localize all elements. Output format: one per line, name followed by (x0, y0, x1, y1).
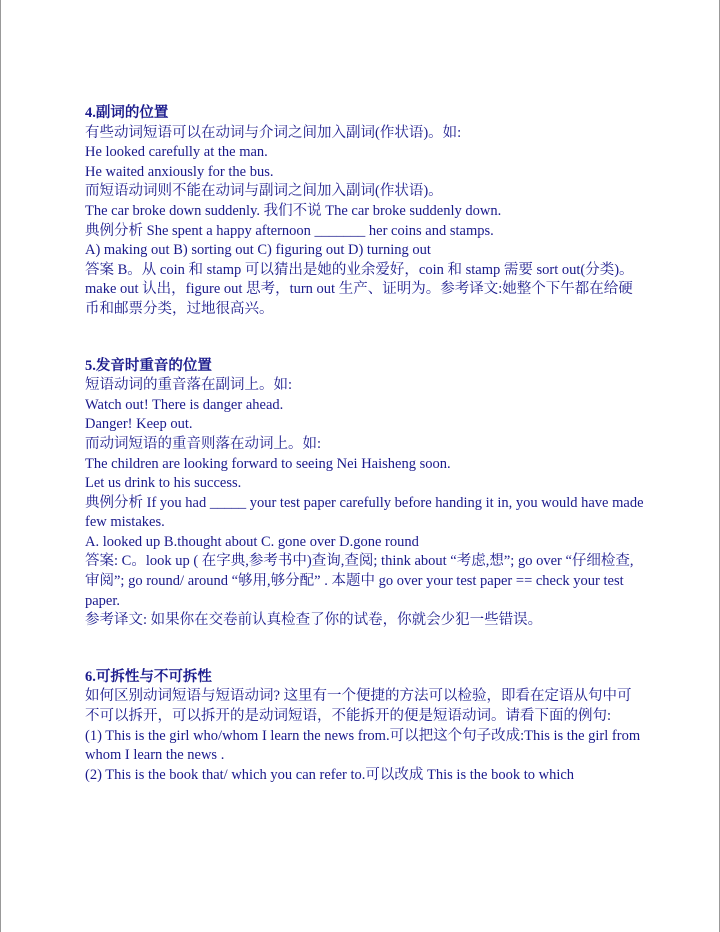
section-6-example-1: (1) This is the girl who/whom I learn the news from.可以把这个句子改成:This is the girl from whom I learn the news . (85, 727, 641, 764)
section-5-line-3: Danger! Keep out. (85, 416, 193, 433)
section-5-line-8: A. looked up B.thought about C. gone over D.gone round (85, 533, 419, 550)
section-5-title: 5.发音时重音的位置 (85, 357, 212, 374)
section-4-line-2: He looked carefully at the man. (85, 144, 268, 161)
section-4-line-1: 有些动词短语可以在动词与介词之间加入副词(作状语)。如: (85, 124, 462, 141)
section-4 (85, 104, 645, 320)
section-6 (85, 668, 645, 786)
section-5-line-1: 短语动词的重音落在副词上。如: (85, 377, 293, 394)
section-4-line-4: 而短语动词则不能在动词与副词之间加入副词(作状语)。 (85, 183, 443, 200)
section-6-example-2: (2) This is the book that/ which you can refer to.可以改成 This is the book to which (85, 766, 575, 783)
section-4-line-3: He waited anxiously for the bus. (85, 163, 274, 180)
document-content (85, 104, 645, 785)
section-5-line-6: Let us drink to his success. (85, 475, 242, 492)
section-5 (85, 357, 645, 631)
section-5-line-2: Watch out! There is danger ahead. (85, 396, 284, 413)
section-4-line-6: 典例分析 She spent a happy afternoon _______ her coins and stamps. (85, 222, 494, 239)
section-5-answer: 答案: C。look up ( 在字典,参考书中)查询,查阅; think about “考虑,想”; go over “仔细检查,审阅”; go round/ around “够用,够分配” . 本题中 go over your test paper == check your test paper. (85, 553, 634, 609)
section-4-answer: 答案 B。从 coin 和 stamp 可以猜出是她的业余爱好，coin 和 stamp 需要 sort out(分类)。make out 认出，figure out 思考，turn out 生产、证明为。参考译文:她整个下午都在给硬币和邮票分类，过地很高兴。 (85, 261, 634, 317)
page-border-left (0, 0, 1, 932)
section-5-line-4: 而动词短语的重音则落在动词上。如: (85, 435, 322, 452)
section-5-line-5: The children are looking forward to seeing Nei Haisheng soon. (85, 455, 451, 472)
section-5-translation: 参考译文: 如果你在交卷前认真检查了你的试卷，你就会少犯一些错误。 (85, 612, 543, 629)
section-6-title: 6.可拆性与不可拆性 (85, 668, 212, 685)
section-6-line-1: 如何区别动词短语与短语动词? 这里有一个便捷的方法可以检验，即看在定语从句中可不可以拆开，可以拆开的是动词短语，不能拆开的便是短语动词。请看下面的例句: (85, 688, 632, 725)
section-4-line-5: The car broke down suddenly. 我们不说 The car broke suddenly down. (85, 202, 502, 219)
section-4-line-7: A) making out B) sorting out C) figuring out D) turning out (85, 242, 431, 259)
section-4-title: 4.副词的位置 (85, 105, 169, 121)
section-5-line-7: 典例分析 If you had _____ your test paper carefully before handing it in, you would have made few mistakes. (85, 494, 644, 531)
